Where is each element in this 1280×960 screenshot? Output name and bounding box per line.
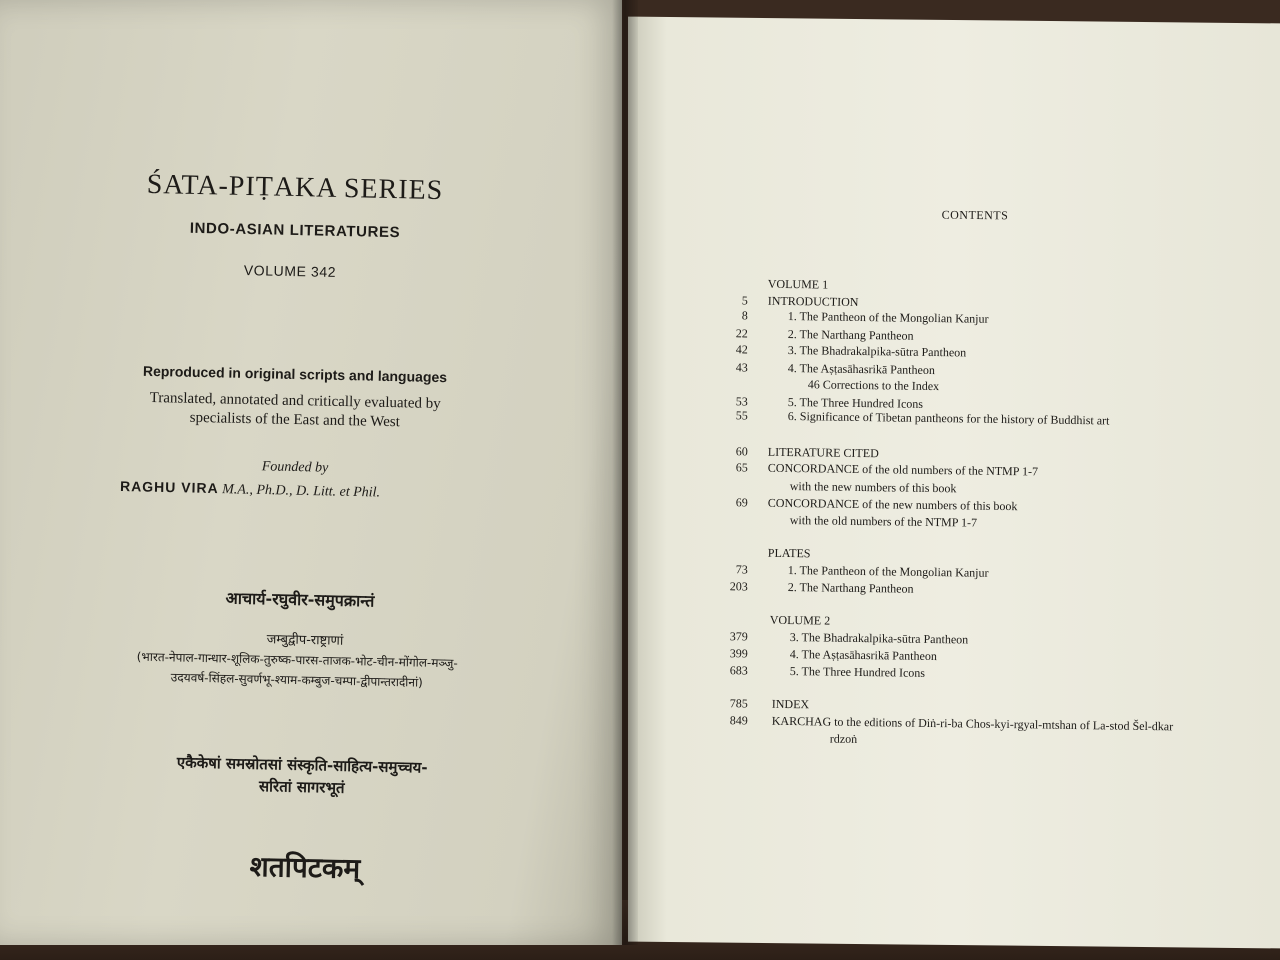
contents-entry-title: KARCHAG to the editions of Diṅ-ri-ba Chos-kyi-rgyal-mtshan of La-stod Šel-dkar: [771, 713, 1174, 734]
sanskrit-countries-line-2: उदयवर्ष-सिंहल-सुवर्णभू-श्याम-कम्बुज-चम्पा-द्वीपान्तरादीनां): [170, 670, 423, 690]
contents-entry-title: VOLUME 2: [769, 612, 831, 628]
contents-entry-title: 2. The Narthang Pantheon: [787, 327, 914, 343]
contents-entry-title: VOLUME 1: [767, 276, 829, 292]
contents-entry-title: 3. The Bhadrakalpika-sūtra Pantheon: [789, 630, 969, 647]
contents-page-number: 22: [735, 326, 748, 341]
contents-entry-title: 3. The Bhadrakalpika-sūtra Pantheon: [787, 343, 967, 360]
contents-page-number: 43: [735, 360, 748, 375]
contents-page-number: 55: [735, 408, 748, 423]
translated-line-2: specialists of the East and the West: [189, 409, 401, 431]
series-subtitle: INDO-ASIAN LITERATURES: [189, 219, 401, 242]
contents-page-number: 69: [735, 495, 748, 510]
translated-line-1: Translated, annotated and critically evaluated by: [149, 389, 441, 413]
contents-entry-title: INTRODUCTION: [767, 293, 859, 309]
series-title: ŚATA-PIṬAKA SERIES: [146, 168, 444, 207]
sanskrit-title: शतपिटकम्: [249, 849, 361, 886]
contents-page-number: 42: [735, 342, 748, 357]
sanskrit-founder-line: आचार्य-रघुवीर-समुपक्रान्तं: [225, 588, 375, 611]
contents-page-number: 73: [735, 562, 748, 577]
contents-page-number: 5: [741, 293, 748, 308]
contents-entry-title: 5. The Three Hundred Icons: [789, 664, 926, 680]
contents-entry-title: 1. The Pantheon of the Mongolian Kanjur: [787, 309, 989, 326]
founder-degrees: M.A., Ph.D., D. Litt. et Phil.: [222, 482, 381, 501]
contents-page-number: 60: [735, 444, 748, 459]
contents-page-number: 683: [729, 663, 748, 678]
sanskrit-ocean-line-1: एकैकेषां समस्रोतसां संस्कृति-साहित्य-समुच्चय-: [176, 753, 428, 777]
contents-entry-title: 6. Significance of Tibetan pantheons for the history of Buddhist art: [787, 409, 1110, 428]
sanskrit-countries-line-1: (भारत-नेपाल-गान्धार-शूलिक-तुरुष्क-पारस-ताजक-भोट-चीन-मोंगोल-मञ्जु-: [136, 649, 458, 671]
contents-page-number: 65: [735, 460, 748, 475]
contents-entry-title: LITERATURE CITED: [767, 444, 879, 461]
contents-entry-title: 46 Corrections to the Index: [807, 377, 940, 394]
contents-page-number: 379: [729, 629, 748, 644]
contents-entry-title: rdzoṅ: [829, 731, 858, 746]
reproduced-line: Reproduced in original scripts and languages: [142, 362, 448, 386]
book-gutter: [612, 0, 638, 945]
contents-page-number: 8: [741, 308, 748, 323]
volume-number: VOLUME 342: [243, 262, 337, 280]
contents-entry-title: 4. The Aṣṭasāhasrikā Pantheon: [787, 361, 936, 378]
contents-entry-title: 5. The Three Hundred Icons: [787, 395, 924, 411]
sanskrit-ocean-block: [92, 750, 513, 803]
contents-page-number: 53: [735, 394, 748, 409]
contents-page-number: 399: [729, 646, 748, 661]
contents-entry-title: CONCORDANCE of the old numbers of the NTMP 1-7: [767, 460, 1039, 479]
sanskrit-nations-line: जम्बुद्वीप-राष्ट्राणां: [266, 632, 344, 649]
contents-entry-title: 4. The Aṣṭasāhasrikā Pantheon: [789, 647, 938, 664]
contents-entry-title: PLATES: [767, 545, 811, 561]
founder-name: RAGHU VIRA: [119, 478, 219, 497]
contents-entry-title: 1. The Pantheon of the Mongolian Kanjur: [787, 563, 989, 580]
contents-entry-title: INDEX: [771, 696, 810, 712]
contents-entry-title: with the new numbers of this book: [789, 479, 957, 496]
sanskrit-ocean-line-2: सरितां सागरभूतं: [258, 777, 345, 797]
founded-by: Founded by: [261, 459, 329, 476]
contents-heading: CONTENTS: [941, 207, 1009, 223]
contents-page-number: 849: [729, 713, 748, 728]
contents-entry-title: CONCORDANCE of the new numbers of this book: [767, 495, 1018, 514]
contents-entry-title: with the old numbers of the NTMP 1-7: [789, 513, 978, 530]
contents-page-number: 203: [729, 579, 748, 594]
contents-page-number: 785: [729, 696, 748, 711]
contents-entry-title: 2. The Narthang Pantheon: [787, 580, 914, 596]
